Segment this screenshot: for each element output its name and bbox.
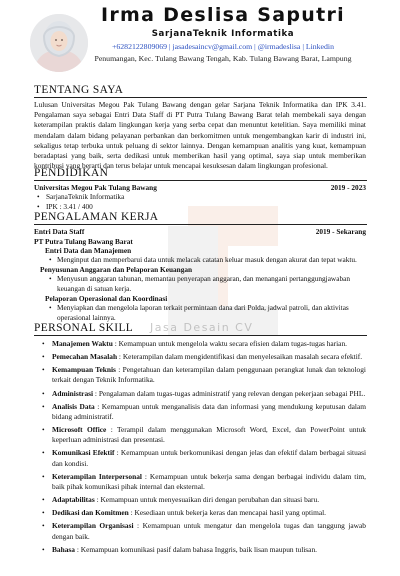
skill-item: • Administrasi : Pengalaman dalam tugas-tugas administratif yang relevan dengan pekerjaan sebagai PHL. xyxy=(40,389,366,399)
school-name: Universitas Megou Pak Tulang Bawang xyxy=(34,183,157,192)
skills-heading: PERSONAL SKILL xyxy=(34,322,134,334)
skill-item: • Komunikasi Efektif : Kemampuan untuk berkomunikasi dengan jelas dan efektif dalam berbagai situasi dan kondisi. xyxy=(40,448,366,469)
duty-group-title: Pelaporan Operasional dan Koordinasi xyxy=(45,294,168,303)
education-school-row xyxy=(34,183,366,192)
job-role: Entri Data Staff xyxy=(34,227,85,236)
duty-item: • Menyusun anggaran tahunan, memantau penyerapan anggaran, dan menangani pertanggungjawaban xyxy=(57,274,366,284)
candidate-name: Irma Deslisa Saputri xyxy=(100,4,345,26)
company-name: PT Putra Tulang Bawang Barat xyxy=(34,237,133,246)
education-heading: PENDIDIKAN xyxy=(34,167,109,179)
skills-list xyxy=(40,339,366,558)
candidate-degree: SarjanaTeknik Informatika xyxy=(151,29,295,39)
education-item: • SarjanaTeknik Informatika xyxy=(34,192,366,202)
skill-item: • Keterampilan Interpersonal : Kemampuan untuk bekerja sama dengan berbagai individu dalam tim, baik pihak komunikasi pihak internal dan eksternal. xyxy=(40,472,366,493)
watermark-text: Jasa Desain CV xyxy=(150,321,254,334)
about-heading: TENTANG SAYA xyxy=(34,84,124,96)
skills-divider xyxy=(34,335,367,336)
education-divider xyxy=(34,180,367,181)
contact-line[interactable]: +6282122809069 | jasadesaincv@gmail.com | @irmadeslisa | Linkedin xyxy=(111,42,334,51)
skill-item: • Pemecahan Masalah : Keterampilan dalam mengidentifikasi dan menyelesaikan masalah secara efektif. xyxy=(40,352,366,362)
duty-item-continued: keuangan di satuan kerja. xyxy=(57,284,132,293)
address-line: Penumangan, Kec. Tulang Bawang Tengah, Kab. Tulang Bawang Barat, Lampung xyxy=(94,54,352,63)
experience-role-row xyxy=(34,227,366,236)
duty-group-title: Entri Data dan Manajemen xyxy=(45,246,132,255)
skill-item: • Dedikasi dan Komitmen : Kesediaan untuk bekerja keras dan mencapai hasil yang optimal. xyxy=(40,508,366,518)
about-text: Lulusan Universitas Megou Pak Tulang Bawang dengan gelar Sarjana Teknik Informatika dan IPK 3.41. Pengalaman saya sebagai Entri Data Staff di PT Putra Tulang Bawang Barat telah membekali saya dengan keterampilan praktis dalam lingkungan kerja yang serba cepat dan menuntut ketelitian. Saya memiliki minat mendalam dalam bidang pelayanan perbankan dan berkomitmen untuk mengembangkan karir di industri ini, sekaligus tetap terbuka untuk peluang di sektor lainnya. Dengan kemampuan analitis yang kuat, kemampuan beradaptasi yang baik, serta dedikasi untuk memberikan hasil yang optimal, saya siap untuk memberikan kontribusi yang berarti dan terus belajar untuk mencapai kesuksesan dalam lingkungan profesional. xyxy=(34,100,366,171)
skill-item: • Bahasa : Kemampuan komunikasi pasif dalam bahasa Inggris, baik lisan maupun tulisan. xyxy=(40,545,366,555)
skill-item: • Keterampilan Organisasi : Kemampuan untuk mengatur dan mengelola tugas dan tanggung jawab dengan baik. xyxy=(40,521,366,542)
duty-item-continued: operasional lainnya. xyxy=(57,313,116,322)
skill-item: • Manajemen Waktu : Kemampuan untuk mengelola waktu secara efisien dalam tugas-tugas harian. xyxy=(40,339,366,349)
duty-item: • Menyiapkan dan mengelola laporan terkait permintaan dana dari Polda, jadwal patroli, dan aktivitas xyxy=(57,303,366,313)
education-period: 2019 - 2023 xyxy=(330,183,366,192)
skill-item: • Adaptabilitas : Kemampuan untuk menyesuaikan diri dengan perubahan dan situasi baru. xyxy=(40,495,366,505)
duty-item: • Menginput dan memperbarui data untuk melacak catatan keluar masuk dengan akurat dan tepat waktu. xyxy=(57,255,366,265)
education-item: • IPK : 3.41 / 400 xyxy=(34,202,366,212)
education-list xyxy=(34,192,366,212)
experience-divider xyxy=(34,224,367,225)
job-period: 2019 - Sekarang xyxy=(315,227,366,236)
skill-item: • Kemampuan Teknis : Pengetahuan dan keterampilan dalam penggunaan perangkat lunak dan teknologi terkait dengan Teknik Informatika. xyxy=(40,365,366,386)
skill-item: • Microsoft Office : Terampil dalam menggunakan Microsoft Word, Excel, dan PowerPoint untuk keperluan administrasi dan presentasi. xyxy=(40,425,366,446)
duty-group-title: Penyusunan Anggaran dan Pelaporan Keuangan xyxy=(40,265,193,274)
experience-heading: PENGALAMAN KERJA xyxy=(34,211,159,223)
about-divider xyxy=(34,97,367,98)
skill-item: • Analisis Data : Kemampuan untuk menganalisis data dan informasi yang mendukung keputusan dalam bidang administratif. xyxy=(40,402,366,423)
